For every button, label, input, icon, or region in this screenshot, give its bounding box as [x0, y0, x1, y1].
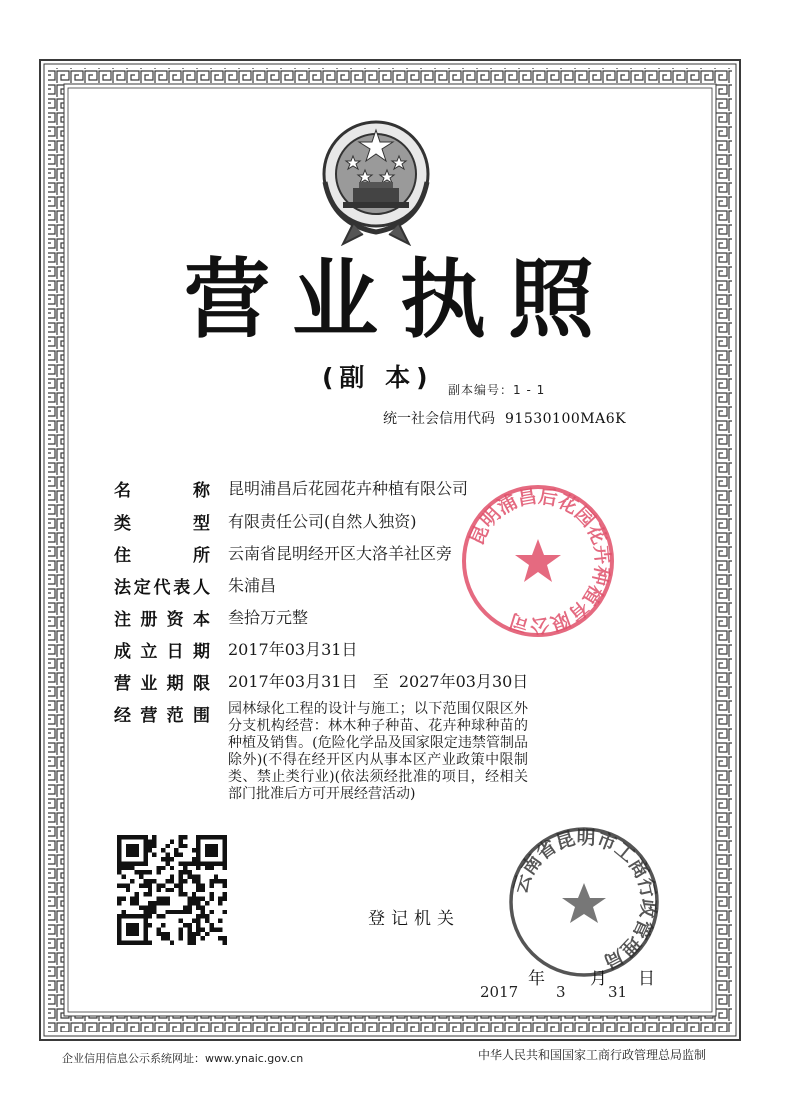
day-value: 31	[608, 983, 628, 1001]
authority-seal	[505, 823, 663, 981]
field-label: 名称	[114, 481, 210, 501]
authority-seal-text: 云南省昆明市工商行政管理局	[509, 826, 660, 973]
certificate-subtitle: (副 本)	[322, 363, 434, 392]
footer-supervisor: 中华人民共和国国家工商行政管理总局监制	[478, 1048, 707, 1062]
field-value: 园林绿化工程的设计与施工；以下范围仅限区外分支机构经营：林木种子种苗、花卉种球种苗的种植及销售。(危险化学品及国家限定违禁管制品除外)(不得在经开区内从事本区产业政策中限制类、禁止类行业)(依法须经批准的项目，经相关部门批准后方可开展经营活动)	[228, 701, 528, 802]
year-value: 2017	[480, 983, 519, 1001]
field-label: 经营范围	[114, 706, 210, 726]
company-seal	[458, 481, 618, 641]
field-label: 法定代表人	[114, 578, 210, 598]
company-seal-text: 昆明浦昌后花园花卉种植有限公司	[465, 485, 614, 637]
footer-website: 企业信用信息公示系统网址：www.ynaic.gov.cn	[62, 1052, 304, 1065]
field-value: 2017年03月31日 至 2027年03月30日	[228, 672, 529, 691]
field-value: 云南省昆明经开区大洛羊社区旁	[228, 544, 453, 563]
field-value: 叁拾万元整	[228, 608, 309, 627]
credit-code	[383, 408, 626, 428]
qr-code-icon	[117, 835, 227, 945]
star-icon	[562, 883, 606, 923]
field-label: 成立日期	[114, 642, 210, 662]
field-value: 有限责任公司(自然人独资)	[228, 512, 417, 531]
copy-number: 副本编号：1 - 1	[448, 383, 546, 397]
credit-code-label: 统一社会信用代码	[383, 411, 495, 427]
field-value: 朱浦昌	[228, 576, 277, 595]
national-emblem-icon	[313, 112, 439, 246]
month-value: 3	[556, 983, 566, 1001]
field-value: 2017年03月31日	[228, 640, 358, 659]
day-label: 日	[638, 969, 655, 989]
field-label: 类型	[114, 514, 210, 534]
field-label: 营业期限	[114, 674, 210, 694]
registration-authority-label: 登记机关	[368, 909, 460, 929]
field-value: 昆明浦昌后花园花卉种植有限公司	[228, 479, 469, 498]
month-label: 月	[590, 969, 607, 989]
certificate-title: 营业执照	[184, 250, 616, 350]
field-label: 住所	[114, 546, 210, 566]
star-icon	[515, 539, 561, 582]
credit-code-value: 91530100MA6K	[505, 411, 627, 427]
field-label: 注册资本	[114, 610, 210, 630]
year-label: 年	[528, 969, 545, 989]
